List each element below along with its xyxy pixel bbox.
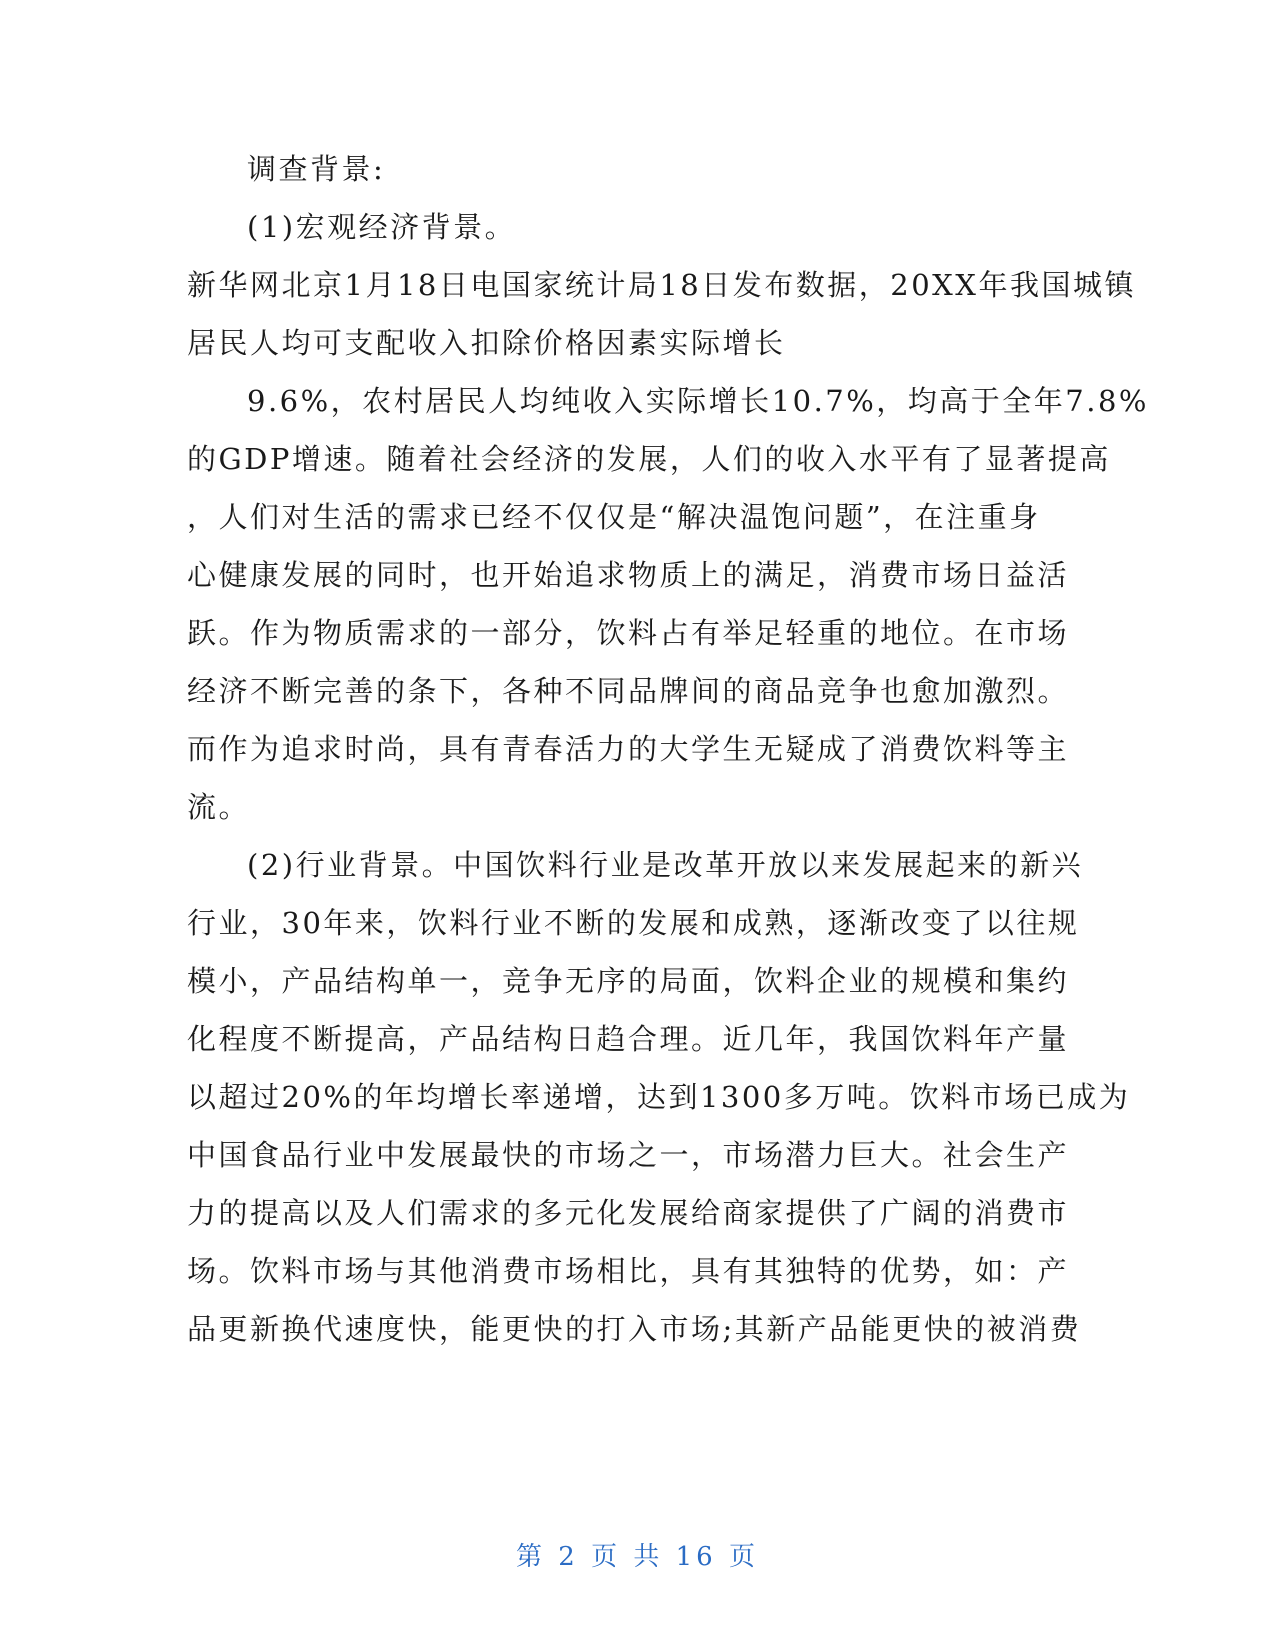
text-line: 而作为追求时尚，具有青春活力的大学生无疑成了消费饮料等主 [187, 732, 1070, 766]
text-line: 居民人均可支配收入扣除价格因素实际增长 [187, 326, 786, 360]
document-body [187, 140, 1149, 1358]
text-line: 以超过20%的年均增长率递增，达到1300多万吨。饮料市场已成为 [187, 1080, 1131, 1114]
text-line: 心健康发展的同时，也开始追求物质上的满足，消费市场日益活 [187, 558, 1070, 592]
text-line: ，人们对生活的需求已经不仅仅是“解决温饱问题”，在注重身 [187, 500, 1041, 534]
text-line: 流。 [187, 790, 251, 824]
text-line: 9.6%，农村居民人均纯收入实际增长10.7%，均高于全年7.8% [247, 384, 1149, 418]
subsection-heading-macro: (1)宏观经济背景。 [247, 210, 517, 244]
text-line: 化程度不断提高，产品结构日趋合理。近几年，我国饮料年产量 [187, 1022, 1070, 1056]
section-heading: 调查背景: [247, 152, 386, 186]
text-line: 行业，30年来，饮料行业不断的发展和成熟，逐渐改变了以往规 [187, 906, 1080, 940]
text-line: 品更新换代速度快，能更快的打入市场;其新产品能更快的被消费 [187, 1312, 1082, 1346]
text-line: 跃。作为物质需求的一部分，饮料占有举足轻重的地位。在市场 [187, 616, 1070, 650]
text-line: 经济不断完善的条下，各种不同品牌间的商品竞争也愈加激烈。 [187, 674, 1070, 708]
page-number-footer: 第 2 页 共 16 页 [516, 1542, 759, 1572]
text-line: 新华网北京1月18日电国家统计局18日发布数据，20XX年我国城镇 [187, 268, 1136, 302]
text-line: 场。饮料市场与其他消费市场相比，具有其独特的优势，如：产 [187, 1254, 1070, 1288]
subsection-heading-industry: (2)行业背景。中国饮料行业是改革开放以来发展起来的新兴 [247, 848, 1084, 882]
text-line: 力的提高以及人们需求的多元化发展给商家提供了广阔的消费市 [187, 1196, 1070, 1230]
text-line: 模小，产品结构单一，竞争无序的局面，饮料企业的规模和集约 [187, 964, 1070, 998]
text-line: 的GDP增速。随着社会经济的发展，人们的收入水平有了显著提高 [187, 442, 1111, 476]
text-line: 中国食品行业中发展最快的市场之一，市场潜力巨大。社会生产 [187, 1138, 1070, 1172]
